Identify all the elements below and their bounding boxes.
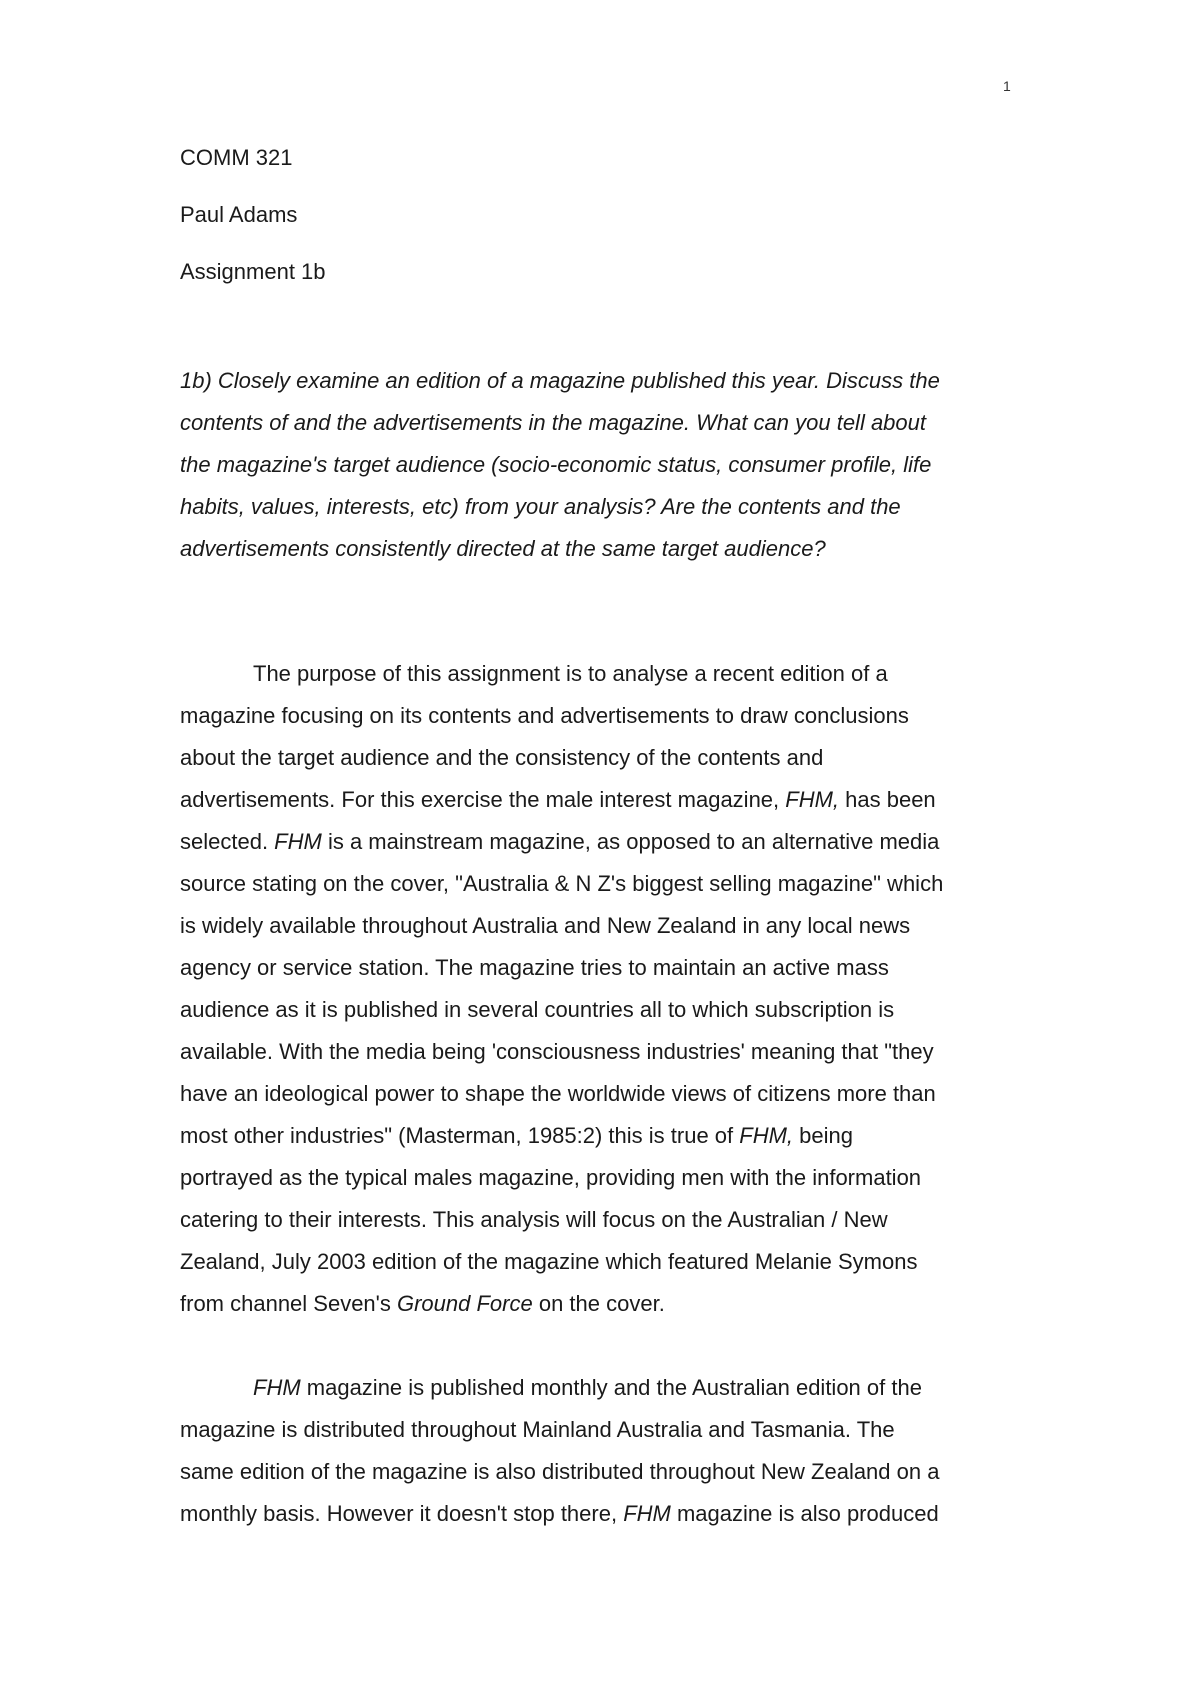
paragraph-line: available. With the media being 'consciousness industries' meaning that "they (180, 1039, 934, 1064)
document-content (180, 143, 1030, 1535)
magazine-title: FHM, (739, 1123, 794, 1148)
magazine-title: FHM, (785, 787, 840, 812)
paragraph-line: agency or service station. The magazine tries to maintain an active mass (180, 955, 889, 980)
document-header (180, 143, 1030, 287)
course-code: COMM 321 (180, 145, 293, 170)
body-paragraph-2 (180, 1367, 1030, 1535)
assignment-title: Assignment 1b (180, 259, 326, 284)
paragraph-line: is widely available throughout Australia and New Zealand in any local news (180, 913, 911, 938)
paragraph-line: from channel Seven's Ground Force on the cover. (180, 1291, 665, 1316)
page-number: 1 (1003, 78, 1011, 94)
paragraph-line: have an ideological power to shape the worldwide views of citizens more than (180, 1081, 936, 1106)
body-paragraph-1 (180, 653, 1030, 1325)
question-line: advertisements consistently directed at the same target audience? (180, 536, 826, 561)
question-line: habits, values, interests, etc) from your analysis? Are the contents and the (180, 494, 901, 519)
paragraph-line: audience as it is published in several countries all to which subscription is (180, 997, 895, 1022)
paragraph-line: advertisements. For this exercise the male interest magazine, FHM, has been (180, 787, 936, 812)
paragraph-line: portrayed as the typical males magazine, providing men with the information (180, 1165, 922, 1190)
paragraph-line: source stating on the cover, "Australia & N Z's biggest selling magazine" which (180, 871, 944, 896)
magazine-title: FHM (274, 829, 322, 854)
assignment-question (180, 360, 1030, 570)
paragraph-line: Zealand, July 2003 edition of the magazine which featured Melanie Symons (180, 1249, 918, 1274)
question-line: contents of and the advertisements in the magazine. What can you tell about (180, 410, 927, 435)
magazine-title: FHM (623, 1501, 671, 1526)
paragraph-line: same edition of the magazine is also distributed throughout New Zealand on a (180, 1459, 940, 1484)
paragraph-line: magazine is distributed throughout Mainland Australia and Tasmania. The (180, 1417, 895, 1442)
question-line: the magazine's target audience (socio-economic status, consumer profile, life (180, 452, 932, 477)
paragraph-line: selected. FHM is a mainstream magazine, as opposed to an alternative media (180, 829, 940, 854)
paragraph-line: most other industries" (Masterman, 1985:2) this is true of FHM, being (180, 1123, 853, 1148)
author-name: Paul Adams (180, 202, 298, 227)
show-title: Ground Force (396, 1291, 533, 1316)
paragraph-line: FHM magazine is published monthly and the Australian edition of the (253, 1375, 922, 1400)
paragraph-line: The purpose of this assignment is to analyse a recent edition of a (253, 661, 888, 686)
paragraph-line: about the target audience and the consistency of the contents and (180, 745, 824, 770)
question-line: 1b) Closely examine an edition of a magazine published this year. Discuss the (180, 368, 940, 393)
paragraph-line: magazine focusing on its contents and advertisements to draw conclusions (180, 703, 909, 728)
paragraph-line: monthly basis. However it doesn't stop there, FHM magazine is also produced (180, 1501, 939, 1526)
magazine-title: FHM (253, 1375, 301, 1400)
paragraph-line: catering to their interests. This analysis will focus on the Australian / New (180, 1207, 888, 1232)
